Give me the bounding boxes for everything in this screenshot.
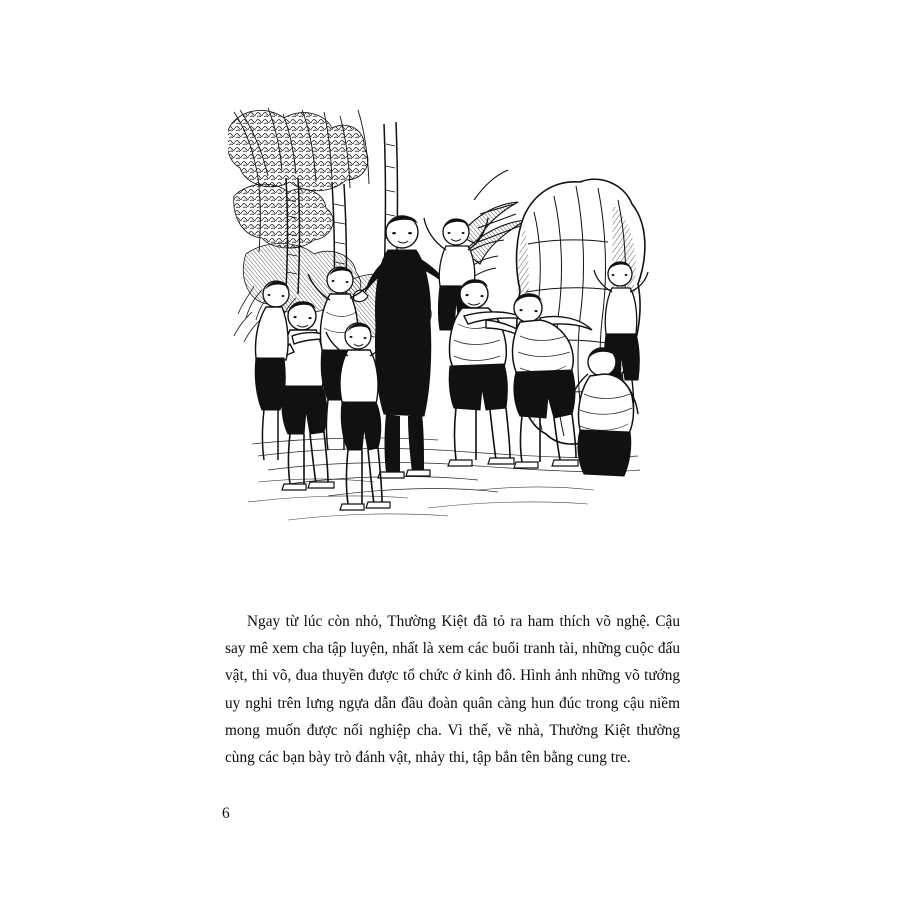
illustration-figure	[228, 104, 664, 534]
children-wrestling-ink-illustration	[228, 104, 664, 534]
page-number: 6	[222, 805, 230, 822]
body-text	[225, 608, 680, 771]
body-paragraph: Ngay từ lúc còn nhỏ, Thường Kiệt đã tỏ ra ham thích võ nghệ. Cậu say mê xem cha tập luyện, nhất là xem các buổi tranh tài, những cuộc đấu vật, thi võ, đua thuyền được tổ chức ở kinh đô. Hình ảnh những võ tướng uy nghi trên lưng ngựa dẫn đầu đoàn quân càng hun đúc trong cậu niềm mong muốn được nối nghiệp cha. Vì thế, về nhà, Thường Kiệt thường cùng các bạn bày trò đánh vật, nhảy thi, tập bắn tên bằng cung tre.	[225, 613, 680, 767]
